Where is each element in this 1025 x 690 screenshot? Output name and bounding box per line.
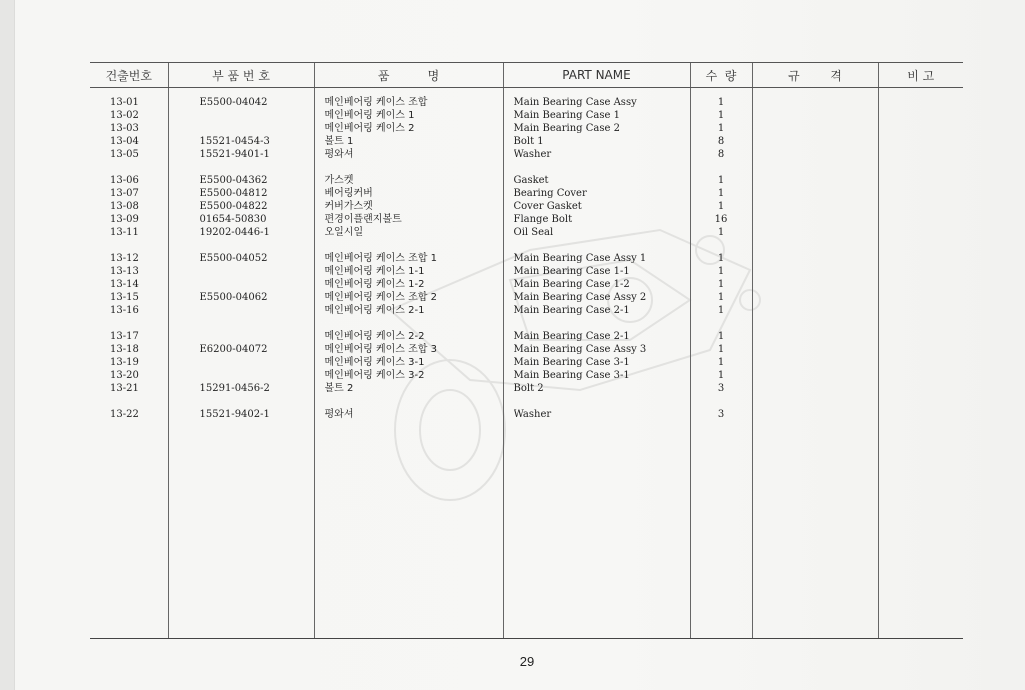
column-index-no — [90, 88, 168, 639]
row-spacer — [514, 239, 690, 252]
column-quantity — [690, 88, 752, 639]
row-spacer — [514, 161, 690, 174]
row-part-cell — [200, 122, 314, 135]
row-en-cell: Main Bearing Case 2-1 — [513, 331, 630, 342]
row-spacer — [110, 161, 168, 174]
row-kr-cell: 볼트 1 — [324, 136, 354, 147]
row-kr-cell: 메인베어링 케이스 조합 — [324, 97, 428, 108]
row-qty-cell: 16 — [714, 214, 728, 225]
row-kr-cell: 메인베어링 케이스 조합 1 — [324, 253, 437, 264]
row-en-cell: Gasket — [513, 175, 549, 186]
row-part-cell — [200, 330, 314, 343]
row-part-cell: E5500-04812 — [199, 188, 268, 199]
header-remarks: 비 고 — [878, 63, 963, 88]
row-part-cell: 15291-0456-2 — [199, 383, 270, 394]
row-spacer — [325, 317, 503, 330]
row-kr-cell: 평와셔 — [324, 409, 354, 420]
row-qty-cell: 1 — [717, 227, 725, 238]
row-kr-cell: 메인베어링 케이스 2-2 — [324, 331, 425, 342]
row-qty-cell: 1 — [717, 292, 725, 303]
row-part-cell: E5500-04062 — [199, 292, 268, 303]
row-no-cell: 13-09 — [110, 214, 139, 225]
row-kr-cell: 메인베어링 케이스 3-2 — [324, 370, 425, 381]
row-en-cell: Main Bearing Case 2-1 — [513, 305, 630, 316]
row-no-cell: 13-01 — [110, 97, 139, 108]
row-part-cell: 01654-50830 — [199, 214, 267, 225]
row-part-cell: E5500-04822 — [199, 201, 268, 212]
row-no-cell: 13-02 — [110, 110, 139, 121]
row-spacer — [691, 395, 752, 408]
row-no-cell: 13-08 — [110, 201, 139, 212]
row-en-cell: Main Bearing Case Assy 3 — [513, 344, 647, 355]
row-spacer — [691, 161, 752, 174]
row-en-cell: Main Bearing Case 1-1 — [513, 266, 630, 277]
row-kr-cell: 메인베어링 케이스 조합 2 — [324, 292, 437, 303]
table-header-row — [90, 63, 963, 88]
row-part-cell: E5500-04362 — [199, 175, 268, 186]
column-part-name — [503, 88, 690, 639]
row-no-cell: 13-21 — [110, 383, 139, 394]
bleed-through-text — [95, 640, 695, 680]
row-spacer — [325, 395, 503, 408]
row-qty-cell: 1 — [717, 123, 725, 134]
row-part-cell — [200, 109, 314, 122]
page-number: 29 — [519, 654, 535, 669]
row-qty-cell: 1 — [717, 357, 725, 368]
row-kr-cell: 편경이플랜지볼트 — [324, 214, 402, 225]
row-no-cell: 13-06 — [110, 175, 139, 186]
row-kr-cell: 평와셔 — [324, 149, 354, 160]
row-no-cell: 13-03 — [110, 123, 139, 134]
row-qty-cell: 8 — [717, 136, 725, 147]
row-qty-cell: 1 — [717, 97, 725, 108]
row-kr-cell: 가스켓 — [324, 175, 354, 186]
column-korean-name — [314, 88, 503, 639]
header-korean-name: 품 명 — [314, 63, 503, 88]
header-part-number: 부 품 번 호 — [168, 63, 314, 88]
row-kr-cell: 메인베어링 케이스 3-1 — [324, 357, 425, 368]
row-en-cell: Flange Bolt — [513, 214, 573, 225]
row-part-cell — [200, 278, 314, 291]
row-qty-cell: 1 — [717, 201, 725, 212]
row-en-cell: Main Bearing Case 1-2 — [513, 279, 630, 290]
row-no-cell: 13-04 — [110, 136, 139, 147]
row-spacer — [200, 161, 314, 174]
row-kr-cell: 메인베어링 케이스 1 — [324, 110, 415, 121]
row-no-cell: 13-15 — [110, 292, 139, 303]
row-spacer — [200, 395, 314, 408]
row-no-cell: 13-07 — [110, 188, 139, 199]
row-part-cell — [200, 304, 314, 317]
row-part-cell — [200, 265, 314, 278]
row-no-cell: 13-18 — [110, 344, 139, 355]
row-spacer — [514, 317, 690, 330]
row-qty-cell: 1 — [717, 344, 725, 355]
row-no-cell: 13-16 — [110, 305, 139, 316]
row-part-cell — [200, 356, 314, 369]
column-part-number — [168, 88, 314, 639]
row-no-cell: 13-14 — [110, 279, 139, 290]
row-qty-cell: 1 — [717, 110, 725, 121]
header-specification: 규 격 — [752, 63, 878, 88]
row-spacer — [691, 239, 752, 252]
row-en-cell: Cover Gasket — [513, 201, 582, 212]
row-qty-cell: 1 — [717, 279, 725, 290]
row-part-cell: 15521-9401-1 — [199, 149, 270, 160]
row-en-cell: Main Bearing Case 3-1 — [513, 370, 630, 381]
row-en-cell: Washer — [513, 149, 552, 160]
row-en-cell: Main Bearing Case 3-1 — [513, 357, 630, 368]
row-en-cell: Main Bearing Case 1 — [513, 110, 620, 121]
row-spacer — [110, 317, 168, 330]
row-en-cell: Bearing Cover — [513, 188, 587, 199]
column-remarks — [878, 88, 963, 639]
row-spacer — [200, 317, 314, 330]
row-spacer — [325, 239, 503, 252]
row-part-cell: 15521-9402-1 — [199, 409, 270, 420]
row-spacer — [110, 239, 168, 252]
table-body-row — [90, 88, 963, 639]
row-qty-cell: 8 — [717, 149, 725, 160]
row-qty-cell: 1 — [717, 175, 725, 186]
row-qty-cell: 3 — [717, 409, 725, 420]
row-en-cell: Main Bearing Case Assy 1 — [513, 253, 647, 264]
row-kr-cell: 오일시일 — [324, 227, 364, 238]
row-qty-cell: 1 — [717, 253, 725, 264]
row-kr-cell: 메인베어링 케이스 2-1 — [324, 305, 425, 316]
header-part-name: PART NAME — [503, 63, 690, 88]
row-kr-cell: 메인베어링 케이스 조합 3 — [324, 344, 437, 355]
row-part-cell: E5500-04042 — [199, 97, 268, 108]
row-no-cell: 13-20 — [110, 370, 139, 381]
row-en-cell: Bolt 2 — [513, 383, 544, 394]
row-no-cell: 13-17 — [110, 331, 139, 342]
row-no-cell: 13-13 — [110, 266, 139, 277]
row-spacer — [110, 395, 168, 408]
row-no-cell: 13-12 — [110, 253, 139, 264]
parts-list-table — [90, 62, 963, 639]
row-en-cell: Main Bearing Case Assy — [513, 97, 637, 108]
row-qty-cell: 1 — [717, 305, 725, 316]
row-part-cell: E5500-04052 — [199, 253, 268, 264]
row-part-cell: 15521-0454-3 — [199, 136, 270, 147]
row-no-cell: 13-19 — [110, 357, 139, 368]
row-no-cell: 13-22 — [110, 409, 139, 420]
header-index-no: 건출번호 — [90, 63, 168, 88]
row-spacer — [514, 395, 690, 408]
row-en-cell: Main Bearing Case 2 — [513, 123, 620, 134]
column-specification — [752, 88, 878, 639]
row-kr-cell: 메인베어링 케이스 1-1 — [324, 266, 425, 277]
row-part-cell: E6200-04072 — [199, 344, 268, 355]
row-part-cell: 19202-0446-1 — [199, 227, 270, 238]
row-kr-cell: 커버가스켓 — [324, 201, 373, 212]
row-kr-cell: 볼트 2 — [324, 383, 354, 394]
row-qty-cell: 1 — [717, 370, 725, 381]
row-en-cell: Washer — [513, 409, 552, 420]
row-qty-cell: 1 — [717, 266, 725, 277]
row-en-cell: Oil Seal — [513, 227, 554, 238]
row-part-cell — [200, 369, 314, 382]
binding-edge — [0, 0, 15, 690]
row-spacer — [691, 317, 752, 330]
row-en-cell: Main Bearing Case Assy 2 — [513, 292, 647, 303]
row-kr-cell: 메인베어링 케이스 1-2 — [324, 279, 425, 290]
row-qty-cell: 1 — [717, 331, 725, 342]
row-kr-cell: 베어링커버 — [324, 188, 373, 199]
row-kr-cell: 메인베어링 케이스 2 — [324, 123, 415, 134]
row-spacer — [200, 239, 314, 252]
row-spacer — [325, 161, 503, 174]
row-no-cell: 13-05 — [110, 149, 139, 160]
row-qty-cell: 3 — [717, 383, 725, 394]
row-no-cell: 13-11 — [110, 227, 139, 238]
row-qty-cell: 1 — [717, 188, 725, 199]
header-quantity: 수 량 — [690, 63, 752, 88]
row-en-cell: Bolt 1 — [513, 136, 544, 147]
